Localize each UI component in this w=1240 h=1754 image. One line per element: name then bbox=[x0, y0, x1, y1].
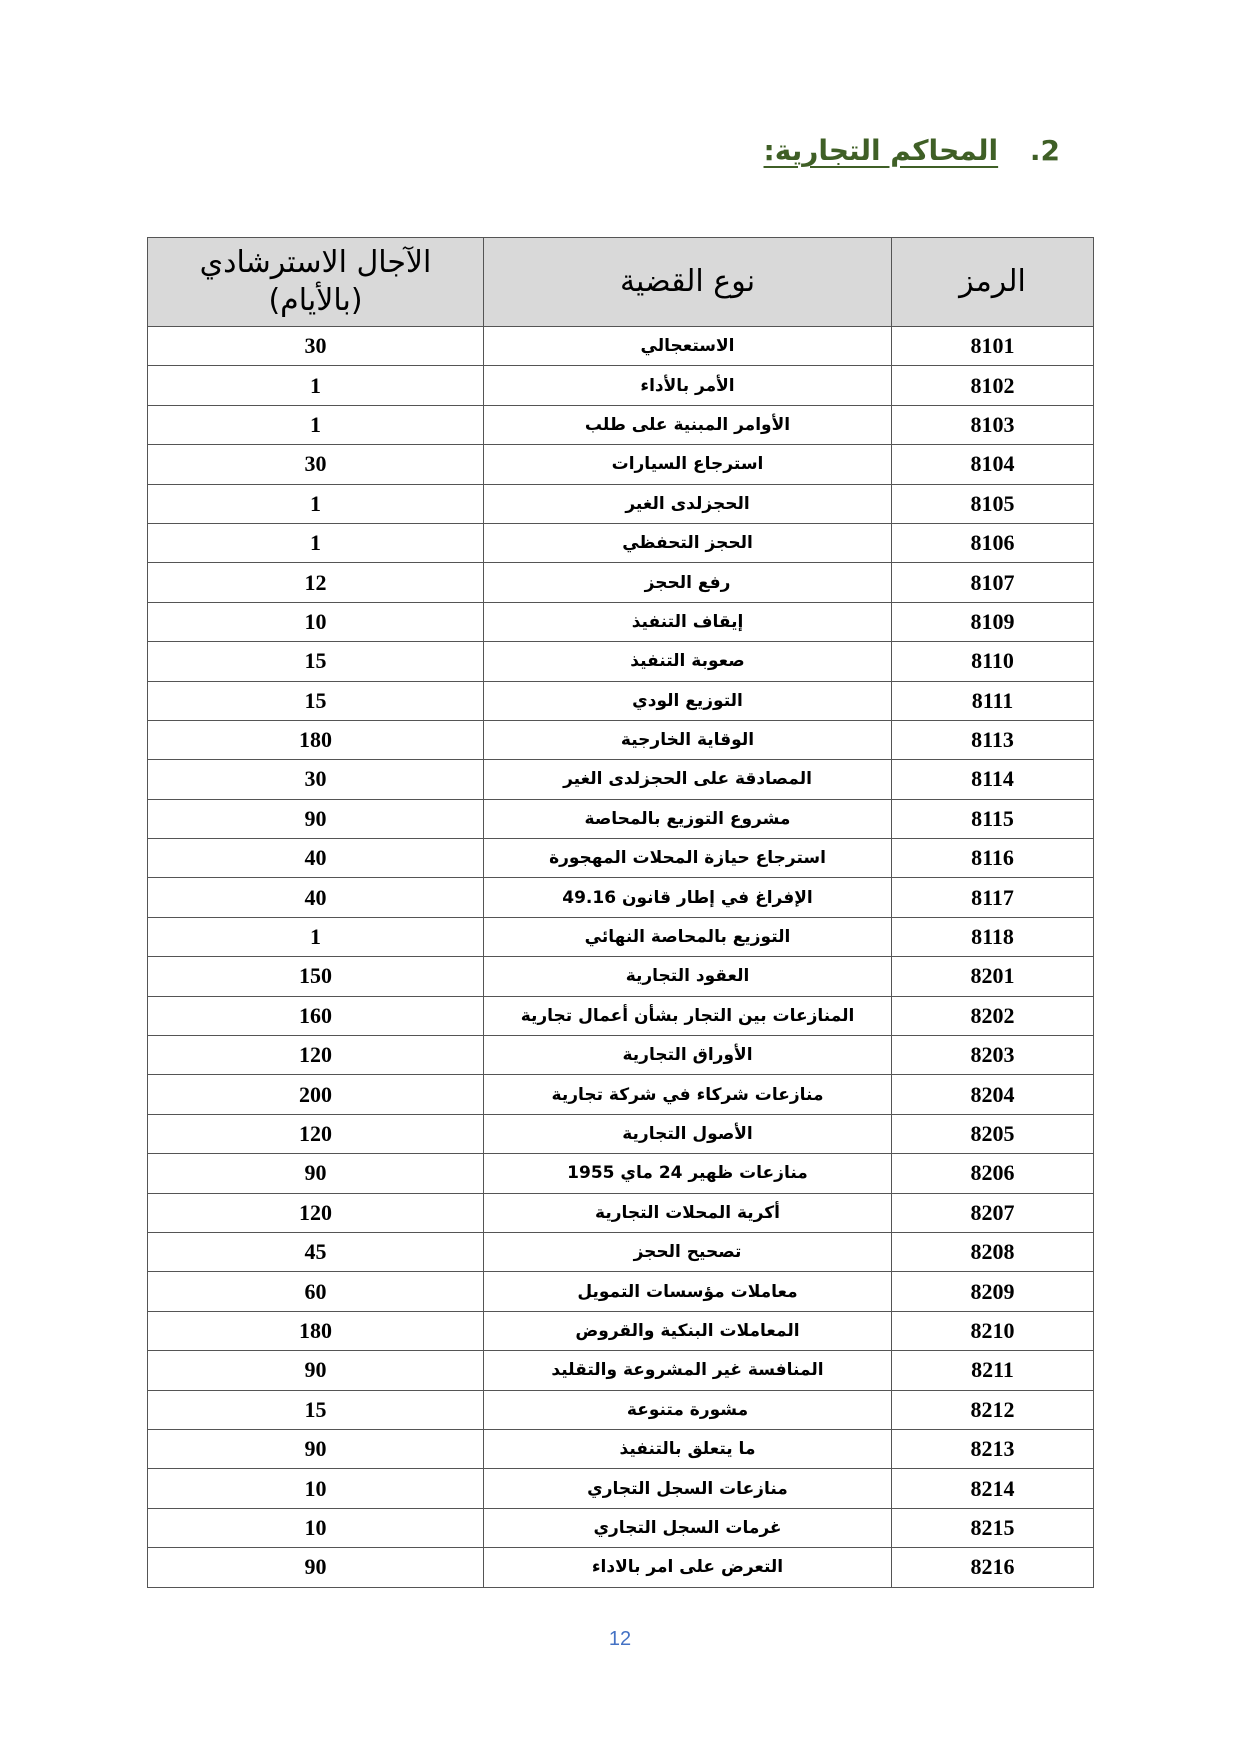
table-row bbox=[148, 1351, 1094, 1390]
table-row bbox=[148, 1548, 1094, 1587]
cell-code: 8215 bbox=[892, 1508, 1094, 1547]
deadlines-table bbox=[147, 237, 1094, 1588]
cell-days: 90 bbox=[148, 1351, 484, 1390]
cell-days: 1 bbox=[148, 523, 484, 562]
cell-days: 40 bbox=[148, 839, 484, 878]
deadlines-table-container bbox=[147, 237, 1093, 1588]
cell-days: 15 bbox=[148, 1390, 484, 1429]
cell-days: 1 bbox=[148, 405, 484, 444]
cell-code: 8102 bbox=[892, 366, 1094, 405]
cell-code: 8113 bbox=[892, 720, 1094, 759]
table-row bbox=[148, 917, 1094, 956]
table-row bbox=[148, 1114, 1094, 1153]
cell-case-type: أكرية المحلات التجارية bbox=[484, 1193, 892, 1232]
cell-days: 1 bbox=[148, 484, 484, 523]
cell-code: 8117 bbox=[892, 878, 1094, 917]
cell-code: 8207 bbox=[892, 1193, 1094, 1232]
cell-case-type: الإفراغ في إطار قانون 49.16 bbox=[484, 878, 892, 917]
cell-days: 15 bbox=[148, 681, 484, 720]
table-row bbox=[148, 563, 1094, 602]
cell-days: 180 bbox=[148, 1311, 484, 1350]
table-row bbox=[148, 957, 1094, 996]
cell-code: 8116 bbox=[892, 839, 1094, 878]
cell-code: 8213 bbox=[892, 1429, 1094, 1468]
table-row bbox=[148, 681, 1094, 720]
section-number: 2. bbox=[1029, 134, 1060, 167]
cell-case-type: المصادقة على الحجزلدى الغير bbox=[484, 760, 892, 799]
table-row bbox=[148, 445, 1094, 484]
table-row bbox=[148, 1075, 1094, 1114]
header-deadline bbox=[148, 238, 484, 327]
section-title: المحاكم التجارية: bbox=[763, 134, 999, 167]
header-case-type: نوع القضية bbox=[484, 238, 892, 327]
cell-code: 8201 bbox=[892, 957, 1094, 996]
table-row bbox=[148, 602, 1094, 641]
cell-code: 8105 bbox=[892, 484, 1094, 523]
cell-case-type: التوزيع الودي bbox=[484, 681, 892, 720]
cell-case-type: منازعات شركاء في شركة تجارية bbox=[484, 1075, 892, 1114]
table-row bbox=[148, 760, 1094, 799]
cell-case-type: الحجزلدى الغير bbox=[484, 484, 892, 523]
cell-code: 8206 bbox=[892, 1154, 1094, 1193]
cell-days: 30 bbox=[148, 327, 484, 366]
cell-case-type: رفع الحجز bbox=[484, 563, 892, 602]
cell-case-type: إيقاف التنفيذ bbox=[484, 602, 892, 641]
table-row bbox=[148, 1232, 1094, 1271]
cell-code: 8110 bbox=[892, 642, 1094, 681]
cell-code: 8205 bbox=[892, 1114, 1094, 1153]
cell-case-type: التعرض على امر بالاداء bbox=[484, 1548, 892, 1587]
cell-days: 10 bbox=[148, 602, 484, 641]
table-row bbox=[148, 1154, 1094, 1193]
cell-days: 60 bbox=[148, 1272, 484, 1311]
cell-days: 180 bbox=[148, 720, 484, 759]
cell-case-type: الوقاية الخارجية bbox=[484, 720, 892, 759]
cell-case-type: التوزيع بالمحاصة النهائي bbox=[484, 917, 892, 956]
cell-code: 8208 bbox=[892, 1232, 1094, 1271]
cell-days: 90 bbox=[148, 1548, 484, 1587]
cell-case-type: العقود التجارية bbox=[484, 957, 892, 996]
cell-days: 200 bbox=[148, 1075, 484, 1114]
cell-days: 12 bbox=[148, 563, 484, 602]
table-row bbox=[148, 996, 1094, 1035]
cell-days: 30 bbox=[148, 445, 484, 484]
cell-case-type: المنافسة غير المشروعة والتقليد bbox=[484, 1351, 892, 1390]
cell-code: 8212 bbox=[892, 1390, 1094, 1429]
cell-case-type: الأوامر المبنية على طلب bbox=[484, 405, 892, 444]
cell-code: 8214 bbox=[892, 1469, 1094, 1508]
cell-case-type: الأوراق التجارية bbox=[484, 1036, 892, 1075]
header-deadline-line2: (بالأيام) bbox=[268, 283, 363, 318]
header-deadline-line1: الآجال الاسترشادي bbox=[199, 245, 432, 280]
table-row bbox=[148, 1272, 1094, 1311]
cell-case-type: استرجاع حيازة المحلات المهجورة bbox=[484, 839, 892, 878]
cell-case-type: المعاملات البنكية والقروض bbox=[484, 1311, 892, 1350]
page-number: 12 bbox=[608, 1628, 632, 1650]
cell-code: 8111 bbox=[892, 681, 1094, 720]
cell-case-type: صعوبة التنفيذ bbox=[484, 642, 892, 681]
cell-case-type: استرجاع السيارات bbox=[484, 445, 892, 484]
table-row bbox=[148, 1036, 1094, 1075]
cell-case-type: منازعات ظهير 24 ماي 1955 bbox=[484, 1154, 892, 1193]
cell-case-type: مشورة متنوعة bbox=[484, 1390, 892, 1429]
cell-days: 40 bbox=[148, 878, 484, 917]
cell-code: 8115 bbox=[892, 799, 1094, 838]
table-row bbox=[148, 405, 1094, 444]
table-header-row bbox=[148, 238, 1094, 327]
cell-days: 90 bbox=[148, 1154, 484, 1193]
cell-code: 8202 bbox=[892, 996, 1094, 1035]
table-row bbox=[148, 642, 1094, 681]
cell-days: 10 bbox=[148, 1508, 484, 1547]
cell-code: 8209 bbox=[892, 1272, 1094, 1311]
cell-days: 120 bbox=[148, 1114, 484, 1153]
cell-days: 90 bbox=[148, 1429, 484, 1468]
cell-code: 8210 bbox=[892, 1311, 1094, 1350]
cell-days: 120 bbox=[148, 1036, 484, 1075]
cell-days: 1 bbox=[148, 917, 484, 956]
table-row bbox=[148, 1311, 1094, 1350]
table-row bbox=[148, 720, 1094, 759]
cell-code: 8118 bbox=[892, 917, 1094, 956]
table-row bbox=[148, 366, 1094, 405]
cell-code: 8104 bbox=[892, 445, 1094, 484]
cell-days: 10 bbox=[148, 1469, 484, 1508]
cell-code: 8107 bbox=[892, 563, 1094, 602]
cell-code: 8109 bbox=[892, 602, 1094, 641]
table-row bbox=[148, 1193, 1094, 1232]
cell-case-type: الأصول التجارية bbox=[484, 1114, 892, 1153]
table-row bbox=[148, 839, 1094, 878]
table-row bbox=[148, 484, 1094, 523]
table-row bbox=[148, 878, 1094, 917]
table-row bbox=[148, 1390, 1094, 1429]
cell-case-type: تصحيح الحجز bbox=[484, 1232, 892, 1271]
cell-case-type: مشروع التوزيع بالمحاصة bbox=[484, 799, 892, 838]
cell-days: 160 bbox=[148, 996, 484, 1035]
cell-case-type: منازعات السجل التجاري bbox=[484, 1469, 892, 1508]
cell-code: 8216 bbox=[892, 1548, 1094, 1587]
cell-case-type: معاملات مؤسسات التمويل bbox=[484, 1272, 892, 1311]
cell-code: 8204 bbox=[892, 1075, 1094, 1114]
cell-days: 45 bbox=[148, 1232, 484, 1271]
cell-case-type: ما يتعلق بالتنفيذ bbox=[484, 1429, 892, 1468]
cell-days: 150 bbox=[148, 957, 484, 996]
section-heading bbox=[764, 134, 1060, 167]
cell-days: 90 bbox=[148, 799, 484, 838]
table-row bbox=[148, 327, 1094, 366]
cell-code: 8211 bbox=[892, 1351, 1094, 1390]
cell-case-type: الحجز التحفظي bbox=[484, 523, 892, 562]
cell-days: 30 bbox=[148, 760, 484, 799]
table-body bbox=[148, 327, 1094, 1588]
cell-code: 8106 bbox=[892, 523, 1094, 562]
cell-code: 8203 bbox=[892, 1036, 1094, 1075]
cell-code: 8101 bbox=[892, 327, 1094, 366]
cell-days: 1 bbox=[148, 366, 484, 405]
cell-case-type: المنازعات بين التجار بشأن أعمال تجارية bbox=[484, 996, 892, 1035]
cell-code: 8114 bbox=[892, 760, 1094, 799]
cell-code: 8103 bbox=[892, 405, 1094, 444]
table-row bbox=[148, 1508, 1094, 1547]
table-row bbox=[148, 799, 1094, 838]
cell-case-type: الأمر بالأداء bbox=[484, 366, 892, 405]
cell-days: 15 bbox=[148, 642, 484, 681]
table-row bbox=[148, 1469, 1094, 1508]
cell-days: 120 bbox=[148, 1193, 484, 1232]
table-row bbox=[148, 523, 1094, 562]
table-row bbox=[148, 1429, 1094, 1468]
cell-case-type: الاستعجالي bbox=[484, 327, 892, 366]
header-code: الرمز bbox=[892, 238, 1094, 327]
cell-case-type: غرمات السجل التجاري bbox=[484, 1508, 892, 1547]
